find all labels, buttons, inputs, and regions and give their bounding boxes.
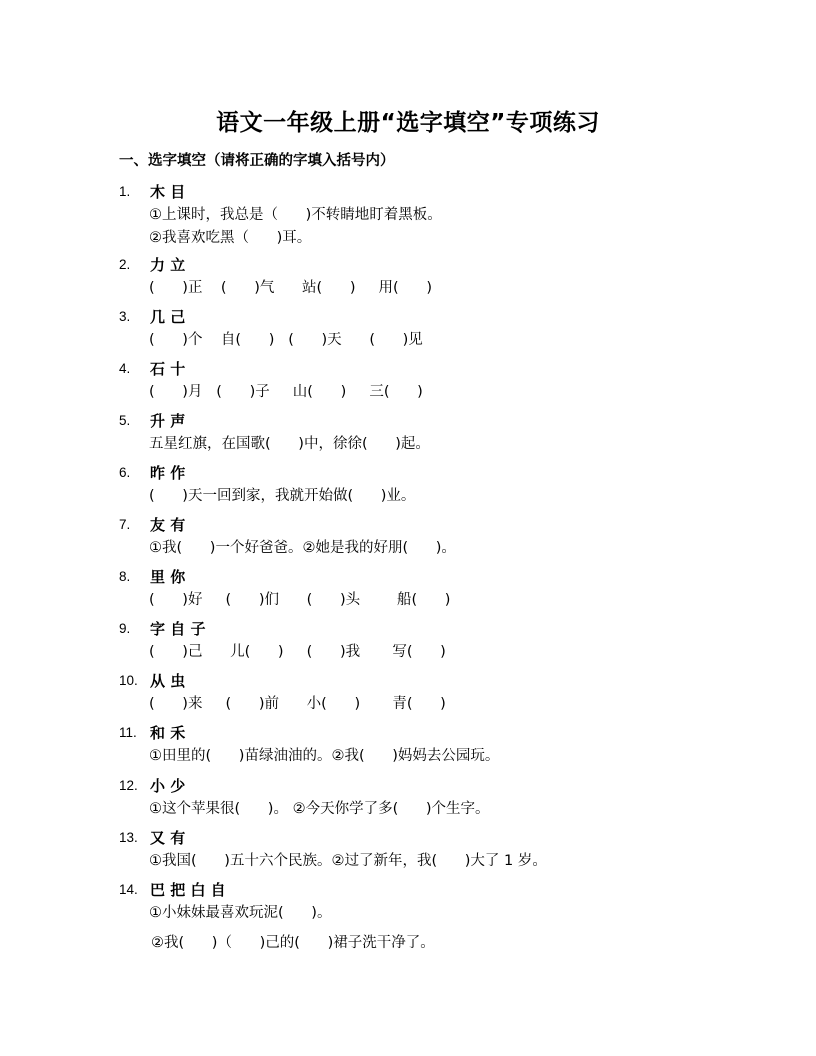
question-line: ( )来 ( )前 小( ) 青( ) bbox=[149, 696, 446, 712]
question-characters: 小 少 bbox=[150, 777, 186, 795]
question-characters: 友 有 bbox=[150, 516, 186, 534]
question-characters: 又 有 bbox=[150, 829, 186, 847]
section-heading: 一、选字填空（请将正确的字填入括号内） bbox=[119, 153, 395, 169]
question-characters: 昨 作 bbox=[150, 464, 186, 482]
question-characters: 里 你 bbox=[150, 568, 186, 586]
question-number: 3. bbox=[119, 309, 131, 324]
question-number: 6. bbox=[119, 465, 131, 480]
question-line: ( )好 ( )们 ( )头 船( ) bbox=[149, 592, 451, 608]
question-line: ①我( )一个好爸爸。②她是我的好朋( )。 bbox=[149, 540, 456, 556]
question-characters: 从 虫 bbox=[150, 672, 186, 690]
question-number: 8. bbox=[119, 569, 131, 584]
question-characters: 升 声 bbox=[150, 412, 186, 430]
question-number: 9. bbox=[119, 621, 131, 636]
question-line: ( )正 ( )气 站( ) 用( ) bbox=[149, 280, 433, 296]
question-number: 2. bbox=[119, 257, 131, 272]
question-line: ②我( )（ )己的( )裙子洗干净了。 bbox=[151, 935, 435, 951]
question-characters: 石 十 bbox=[150, 360, 186, 378]
question-line: ( )个 自( ) ( )天 ( )见 bbox=[149, 332, 423, 348]
question-characters: 木 目 bbox=[150, 183, 186, 201]
question-characters: 和 禾 bbox=[150, 724, 186, 742]
question-number: 1. bbox=[119, 184, 131, 199]
question-characters: 力 立 bbox=[150, 256, 186, 274]
question-line: ①田里的( )苗绿油油的。②我( )妈妈去公园玩。 bbox=[149, 748, 500, 764]
question-number: 13. bbox=[119, 830, 138, 845]
question-line: ①上课时，我总是（ )不转睛地盯着黑板。 bbox=[149, 207, 442, 223]
page-title: 语文一年级上册“选字填空”专项练习 bbox=[216, 110, 600, 136]
question-line: ( )己 儿( ) ( )我 写( ) bbox=[149, 644, 446, 660]
question-line: ①小妹妹最喜欢玩泥( )。 bbox=[149, 905, 332, 921]
question-line: ①这个苹果很( )。 ②今天你学了多( )个生字。 bbox=[149, 801, 490, 817]
question-characters: 几 己 bbox=[150, 308, 186, 326]
question-number: 5. bbox=[119, 413, 131, 428]
question-number: 7. bbox=[119, 517, 131, 532]
question-line: ( )天一回到家，我就开始做( )业。 bbox=[149, 488, 416, 504]
question-number: 14. bbox=[119, 882, 138, 897]
question-line: ①我国( )五十六个民族。②过了新年，我( )大了 1 岁。 bbox=[149, 853, 547, 869]
question-number: 11. bbox=[119, 725, 137, 740]
question-line: 五星红旗，在国歌( )中，徐徐( )起。 bbox=[149, 436, 430, 452]
question-number: 10. bbox=[119, 673, 138, 688]
question-characters: 字 自 子 bbox=[150, 620, 206, 638]
question-line: ②我喜欢吃黑（ )耳。 bbox=[149, 230, 312, 246]
question-number: 4. bbox=[119, 361, 131, 376]
question-line: ( )月 ( )子 山( ) 三( ) bbox=[149, 384, 423, 400]
question-number: 12. bbox=[119, 778, 138, 793]
question-characters: 巴 把 白 自 bbox=[150, 881, 226, 899]
